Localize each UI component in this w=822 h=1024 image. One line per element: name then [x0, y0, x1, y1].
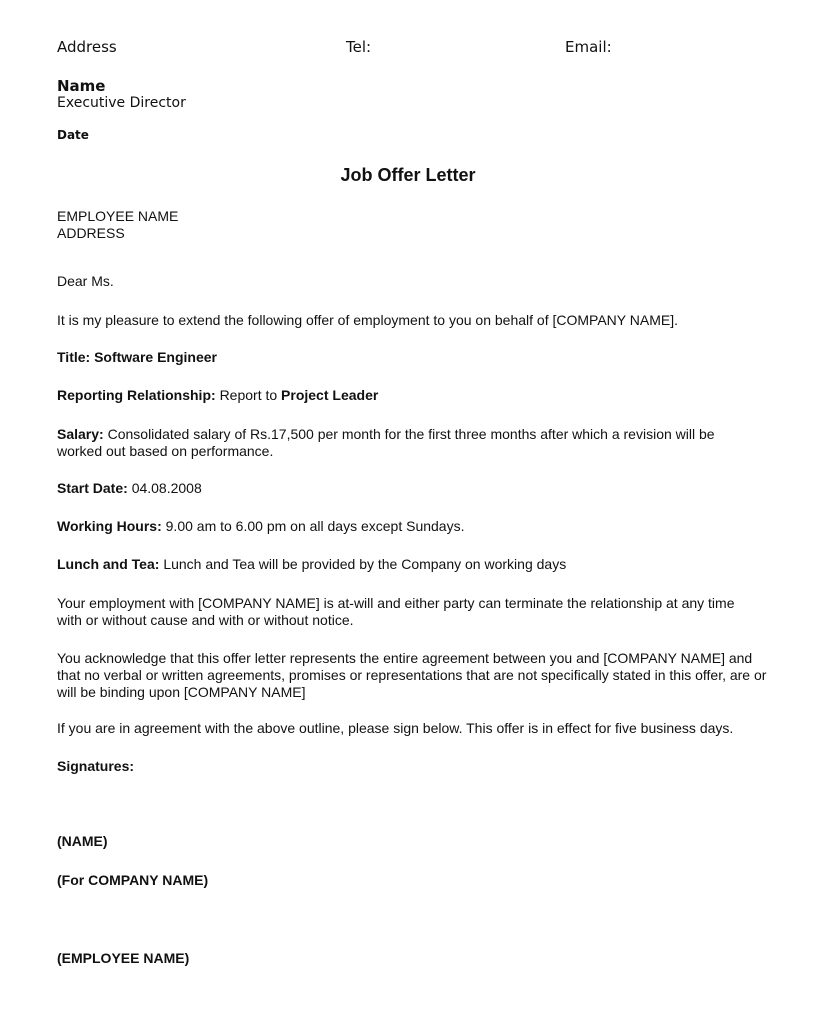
signature-employee: (EMPLOYEE NAME): [57, 950, 190, 966]
lunch-tea-value: Lunch and Tea will be provided by the Company on working days: [163, 556, 567, 572]
reporting-value: Project Leader: [281, 387, 379, 403]
start-date-value: 04.08.2008: [131, 480, 202, 496]
recipient-name: EMPLOYEE NAME: [57, 208, 179, 224]
salary-label: Salary:: [57, 426, 104, 442]
signatures-heading: Signatures:: [57, 758, 135, 774]
start-date-label: Start Date:: [57, 480, 128, 496]
lunch-tea: [57, 556, 772, 573]
lunch-tea-label: Lunch and Tea:: [57, 556, 160, 572]
position-title: Title: Software Engineer: [57, 349, 217, 365]
working-hours: [57, 518, 772, 535]
tel-label: Tel:: [346, 38, 372, 56]
working-hours-label: Working Hours:: [57, 518, 162, 534]
date-label: Date: [57, 128, 89, 142]
recipient-address: ADDRESS: [57, 225, 125, 241]
greeting: Dear Ms.: [57, 273, 114, 289]
signature-company: (For COMPANY NAME): [57, 872, 209, 888]
sender-name: Name: [57, 77, 106, 95]
start-date: [57, 480, 772, 497]
reporting-label: Reporting Relationship:: [57, 387, 216, 403]
email-label: Email:: [565, 38, 612, 56]
reporting-relationship: [57, 387, 772, 404]
intro-paragraph: It is my pleasure to extend the following offer of employment to you on behalf of [COMPANY NAME].: [57, 312, 678, 328]
reporting-text: Report to: [219, 387, 278, 403]
salary-text: Consolidated salary of Rs.17,500 per month for the first three months after which a revision will be worked out based on performance.: [57, 426, 715, 459]
page-title: Job Offer Letter: [340, 165, 476, 185]
salary: [57, 426, 737, 460]
working-hours-value: 9.00 am to 6.00 pm on all days except Sundays.: [165, 518, 465, 534]
acknowledgement: You acknowledge that this offer letter represents the entire agreement between you and [COMPANY NAME] and that no verbal or written agreements, promises or representations that are not specifically stated in this offer, are or will be binding upon [COMPANY NAME]: [57, 650, 767, 700]
address-label: Address: [57, 38, 117, 56]
employment-terms: Your employment with [COMPANY NAME] is at-will and either party can terminate the relationship at any time with or without cause and with or without notice.: [57, 595, 735, 628]
sender-role: Executive Director: [57, 95, 186, 111]
signature-name: (NAME): [57, 833, 108, 849]
closing-paragraph: If you are in agreement with the above outline, please sign below. This offer is in effect for five business days.: [57, 720, 734, 736]
